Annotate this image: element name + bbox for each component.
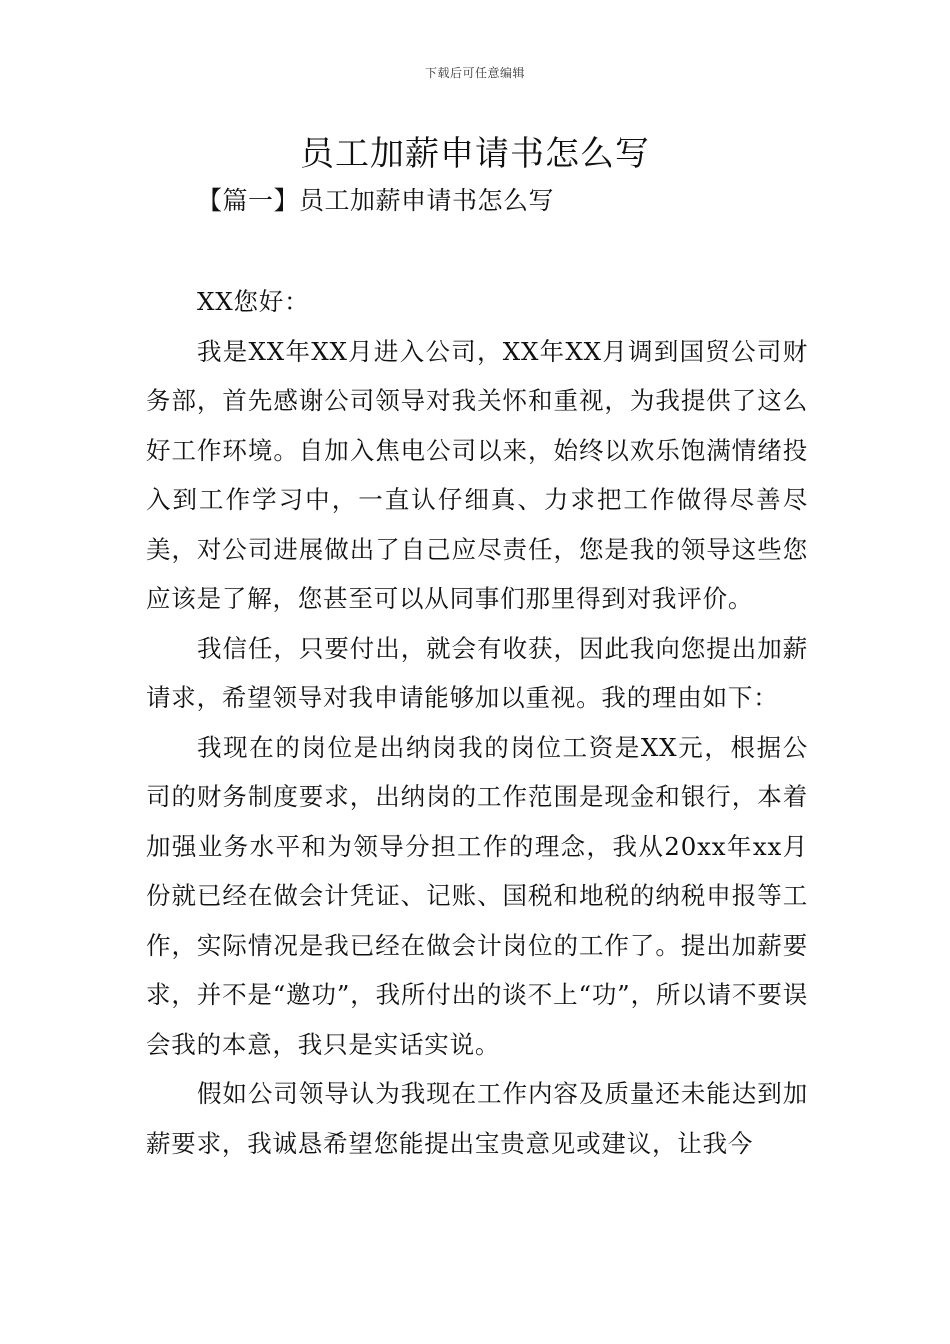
document-title: 员工加薪申请书怎么写 [300,134,650,174]
body-paragraph: 我信任，只要付出，就会有收获，因此我向您提出加薪请求，希望领导对我申请能够加以重视。我的理由如下： [146,633,808,712]
document-body [146,277,808,1168]
section-subtitle: 【篇一】员工加薪申请书怎么写 [197,186,555,215]
body-paragraph: 我是XX年XX月进入公司，XX年XX月调到国贸公司财务部，首先感谢公司领导对我关怀和重视，为我提供了这么好工作环境。自加入焦电公司以来，始终以欢乐饱满情绪投入到工作学习中，一直认仔细真、力求把工作做得尽善尽美，对公司进展做出了自己应尽责任，您是我的领导这些您应该是了解，您甚至可以从同事们那里得到对我评价。 [146,336,808,613]
greeting-line: XX您好： [197,287,310,316]
header-note: 下载后可任意编辑 [424,66,525,80]
body-paragraph: 假如公司领导认为我现在工作内容及质量还未能达到加薪要求，我诚恳希望您能提出宝贵意见或建议，让我今 [146,1079,808,1158]
body-paragraph: 我现在的岗位是出纳岗我的岗位工资是XX元，根据公司的财务制度要求，出纳岗的工作范围是现金和银行，本着加强业务水平和为领导分担工作的理念，我从20xx年xx月份就已经在做会计凭证、记账、国税和地税的纳税申报等工作，实际情况是我已经在做会计岗位的工作了。提出加薪要求，并不是“邀功”，我所付出的谈不上“功”，所以请不要误会我的本意，我只是实话实说。 [146,732,808,1059]
